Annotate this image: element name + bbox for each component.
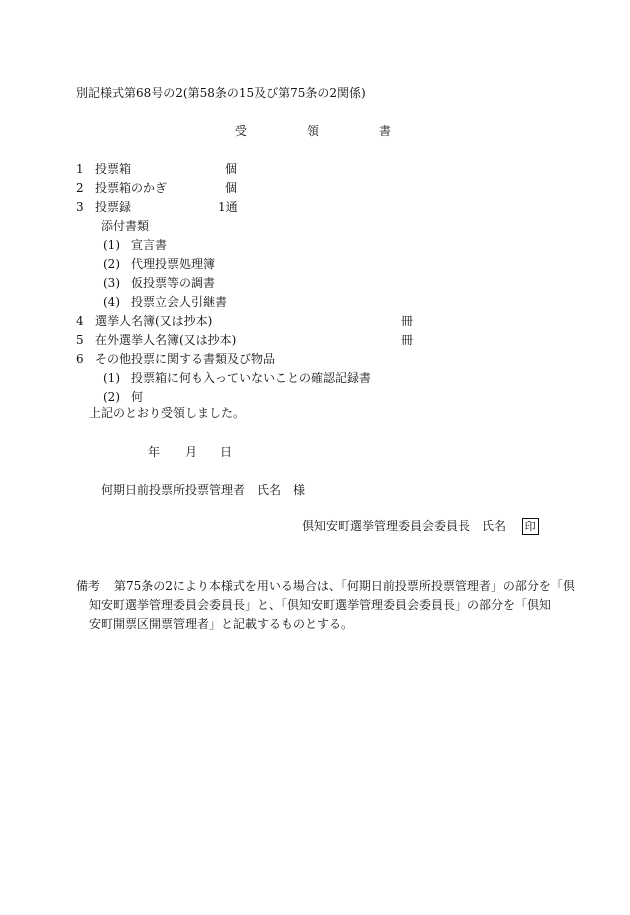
remarks-row-2 <box>76 596 566 615</box>
attachment-label: 投票立会人引継書 <box>131 295 228 309</box>
item-unit: 個 <box>225 162 238 176</box>
remarks-line-1: 第75条の2により本様式を用いる場合は、「何期日前投票所投票管理者」の部分を「倶 <box>114 579 575 593</box>
remarks-row-3 <box>76 615 566 634</box>
attachment-number: (4) <box>103 295 120 309</box>
sub-item-number: (2) <box>103 390 120 404</box>
item-number: 6 <box>76 352 84 366</box>
item-label: その他投票に関する書類及び物品 <box>95 352 276 366</box>
item-label: 投票箱 <box>95 162 132 176</box>
remarks-line-3: 安町開票区開票管理者」と記載するものとする。 <box>89 617 354 631</box>
date-year: 年 <box>148 445 161 459</box>
item-label: 在外選挙人名簿(又は抄本) <box>95 333 237 347</box>
item-number: 1 <box>76 162 84 176</box>
item-number: 4 <box>76 314 84 328</box>
sub-item-label: 何 <box>131 390 144 404</box>
item-number: 5 <box>76 333 84 347</box>
item-number: 3 <box>76 200 84 214</box>
receipt-statement: 上記のとおり受領しました。 <box>89 406 246 420</box>
issuer-name: 倶知安町選挙管理委員会委員長 氏名 <box>302 519 507 533</box>
item-label: 選挙人名簿(又は抄本) <box>95 314 213 328</box>
title-char-2: 領 <box>307 124 320 138</box>
remarks-label: 備考 <box>76 579 101 593</box>
attachments-heading: 添付書類 <box>101 219 150 233</box>
date-month: 月 <box>185 445 198 459</box>
seal-mark: 印 <box>522 518 539 535</box>
title-char-1: 受 <box>235 124 248 138</box>
issuer-line <box>302 517 539 535</box>
item-label: 投票箱のかぎ <box>95 181 168 195</box>
attachment-label: 代理投票処理簿 <box>131 257 216 271</box>
item-number: 2 <box>76 181 84 195</box>
form-header: 別記様式第68号の2(第58条の15及び第75条の2関係) <box>76 86 366 100</box>
recipient-line: 何期日前投票所投票管理者 氏名 様 <box>101 483 306 497</box>
sub-item-number: (1) <box>103 371 120 385</box>
attachment-number: (1) <box>103 238 120 252</box>
attachment-number: (3) <box>103 276 120 290</box>
item-unit: 冊 <box>401 333 414 347</box>
attachment-label: 仮投票等の調書 <box>131 276 216 290</box>
remarks-row-1 <box>76 577 575 596</box>
form-title <box>0 122 630 140</box>
item-unit: 冊 <box>401 314 414 328</box>
sub-item-label: 投票箱に何も入っていないことの確認記録書 <box>131 371 372 385</box>
attachment-number: (2) <box>103 257 120 271</box>
attachment-label: 宣言書 <box>131 238 168 252</box>
item-unit: 個 <box>225 181 238 195</box>
title-char-3: 書 <box>379 124 392 138</box>
remarks-line-2: 知安町選挙管理委員会委員長」と、「倶知安町選挙管理委員会委員長」の部分を「倶知 <box>89 598 552 612</box>
date-day: 日 <box>220 445 233 459</box>
item-label: 投票録 <box>95 200 132 214</box>
item-unit: 1通 <box>218 200 238 214</box>
remarks-block <box>76 577 575 634</box>
